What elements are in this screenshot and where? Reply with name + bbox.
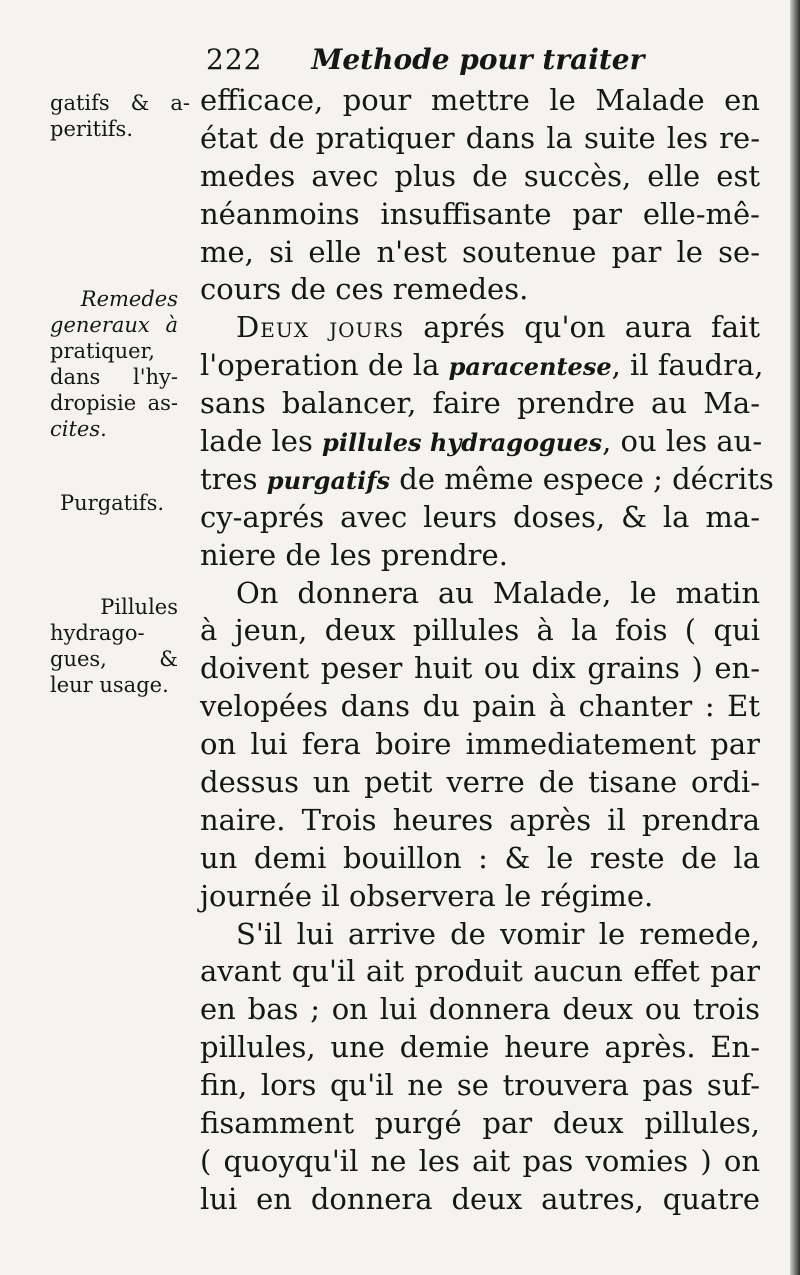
text-line: à jeun, deux pillules à la fois ( qui	[200, 613, 760, 648]
text-line	[200, 309, 760, 347]
text-segment: tres	[200, 461, 267, 496]
margin-note-remedes-generaux	[50, 286, 178, 442]
text-line: S'il lui arrive de vomir le remede,	[236, 916, 760, 951]
margin-note-line: cites.	[50, 417, 107, 441]
text-segment: lade les	[200, 424, 323, 459]
text-line: journée il observera le régime.	[200, 878, 654, 913]
text-line: lui en donnera deux autres, quatre	[200, 1181, 760, 1216]
margin-note-line: Purgatifs.	[60, 491, 165, 515]
text-line: cours de ces remedes.	[200, 272, 529, 307]
italic-term: paracentese	[448, 352, 612, 382]
italic-term: purgatifs	[266, 465, 391, 495]
margin-note-line: Remedes	[80, 287, 178, 311]
text-line: en bas ; on lui donnera deux ou trois	[200, 992, 760, 1027]
page-edge-shadow	[790, 0, 800, 1275]
margin-note-line: dropisie as-	[50, 391, 178, 415]
text-line: doivent peser huit ou dix grains ) en-	[200, 651, 760, 686]
text-line: état de pratiquer dans la suite les re-	[200, 120, 760, 155]
text-line	[200, 461, 774, 499]
text-line: fisamment purgé par deux pillules,	[200, 1106, 760, 1141]
text-line	[200, 423, 763, 461]
margin-note-line: Pillules	[100, 595, 178, 619]
text-line: néanmoins insuffisante par elle-mê-	[200, 196, 760, 231]
text-segment: , il faudra,	[611, 348, 764, 383]
page-number: 222	[206, 43, 263, 76]
small-caps-text: Deux jours	[236, 310, 405, 345]
text-segment: , ou les au-	[602, 424, 763, 459]
text-line: dessus un petit verre de tisane ordi-	[200, 765, 760, 800]
margin-note-line: peritifs.	[50, 117, 134, 141]
text-segment: l'operation de la	[200, 348, 449, 383]
text-line: sans balancer, faire prendre au Ma-	[200, 386, 760, 421]
margin-note-line: pratiquer,	[50, 339, 155, 363]
page-header	[206, 40, 645, 80]
margin-note-line: leur usage.	[50, 673, 169, 697]
text-line: avant qu'il ait produit aucun effet par	[200, 954, 760, 989]
text-line: un demi bouillon : & le reste de la	[200, 840, 760, 875]
margin-note-line: gatifs & a-	[50, 91, 190, 115]
margin-note-aperitifs	[50, 90, 190, 142]
text-line: velopées dans du pain à chanter : Et	[200, 689, 760, 724]
text-line: On donnera au Malade, le matin	[236, 575, 760, 610]
margin-note-line: gues, &	[50, 647, 178, 671]
body-text	[200, 82, 774, 1219]
text-line: on lui fera boire immediatement par	[200, 727, 760, 762]
margin-note-pillules	[50, 594, 178, 698]
margin-note-line: dans l'hy-	[50, 365, 178, 389]
text-line: efficace, pour mettre le Malade en	[200, 83, 760, 117]
text-line: naire. Trois heures après il prendra	[200, 802, 760, 837]
margin-note-purgatifs	[60, 490, 200, 516]
text-line: ( quoyqu'il ne les ait pas vomies ) on	[200, 1143, 760, 1178]
margin-note-line: hydrago-	[50, 621, 145, 645]
text-segment: aprés qu'on aura fait	[404, 310, 760, 345]
text-line	[200, 347, 764, 385]
italic-term: pillules hydragogues	[322, 428, 603, 458]
text-line: me, si elle n'est soutenue par le se-	[200, 234, 760, 269]
text-line: medes avec plus de succès, elle est	[200, 158, 760, 193]
text-line: cy-aprés avec leurs doses, & la ma-	[200, 499, 760, 534]
text-segment: de même espece ; décrits	[390, 461, 774, 496]
text-line: niere de les prendre.	[200, 537, 508, 572]
running-title: Methode pour traiter	[311, 43, 645, 76]
text-line: pillules, une demie heure après. En-	[200, 1030, 760, 1065]
margin-note-line: generaux à	[50, 313, 178, 337]
text-line: fin, lors qu'il ne se trouvera pas suf-	[200, 1068, 760, 1103]
